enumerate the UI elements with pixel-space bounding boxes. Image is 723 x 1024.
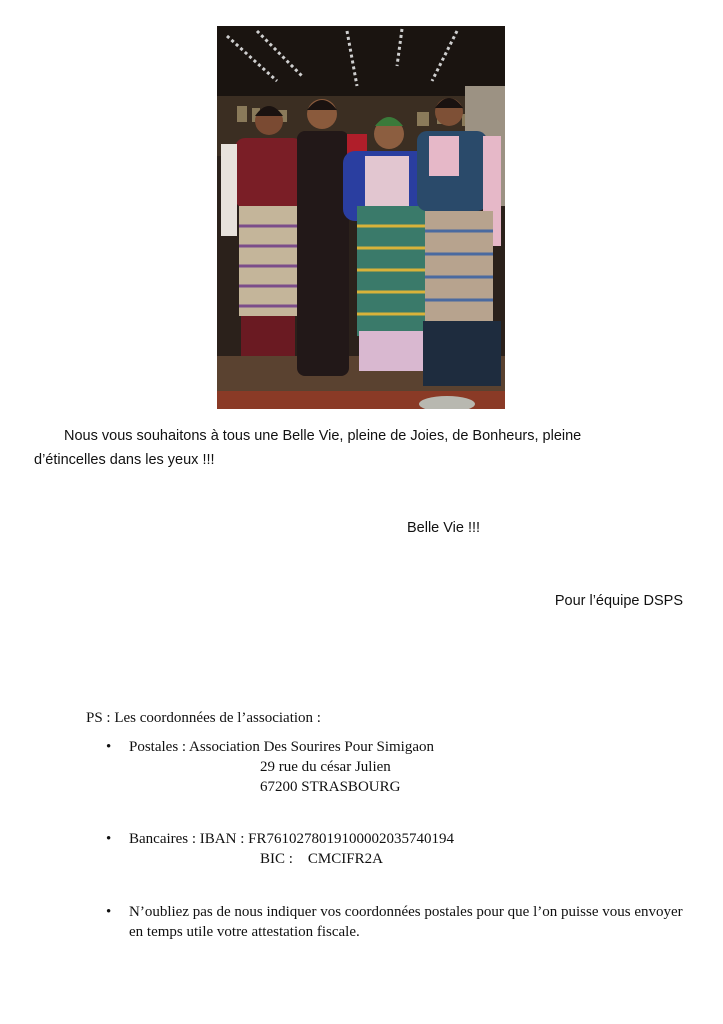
ps-title: PS : Les coordonnées de l’association : <box>86 710 321 726</box>
group-photo <box>217 26 505 409</box>
note-text: N’oubliez pas de nous indiquer vos coordonnées postales pour que l’on puisse vous envoyer en temps utile votre attestation fiscale. <box>129 904 683 940</box>
bullet-icon: • <box>106 739 112 755</box>
group-photo-image <box>217 26 505 409</box>
signature-line: Pour l’équipe DSPS <box>554 593 683 609</box>
bullet-icon: • <box>106 904 112 920</box>
postales-city: 67200 STRASBOURG <box>260 779 401 795</box>
bullet-icon: • <box>106 831 112 847</box>
intro-text: Nous vous souhaitons à tous une Belle Vie, pleine de Joies, de Bonheurs, pleine d’étincelles dans les yeux !!! <box>34 428 582 468</box>
intro-paragraph <box>34 424 654 472</box>
postales-label: Postales : Association Des Sourires Pour Simigaon <box>129 739 434 755</box>
belle-vie-text: Belle Vie !!! <box>407 520 481 536</box>
postales-street: 29 rue du césar Julien <box>260 759 391 775</box>
bancaires-label: Bancaires : IBAN : FR7610278019100002035740194 <box>129 831 454 847</box>
bic-line: BIC : CMCIFR2A <box>260 851 383 867</box>
